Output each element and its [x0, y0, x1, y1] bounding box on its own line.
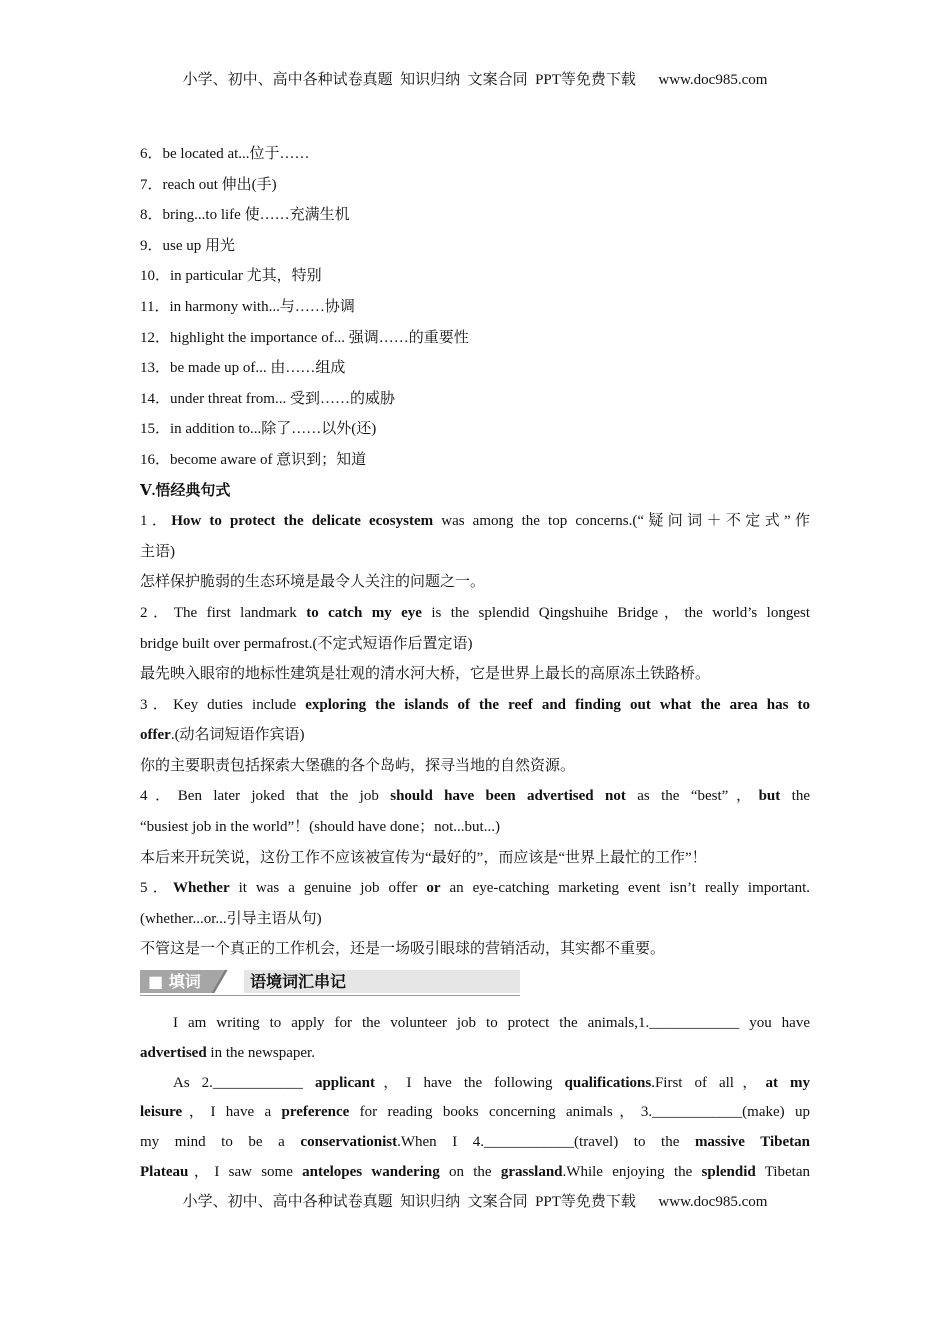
sentence-4-translation: 本后来开玩笑说，这份工作不应该被宣传为“最好的”，而应该是“世界上最忙的工作”！ [140, 849, 707, 866]
phrase-item: 7．reach out 伸出(手) [140, 176, 277, 193]
sentence-1-cont: 主语) [140, 543, 175, 560]
passage [140, 1010, 810, 1189]
banner-rule [140, 995, 520, 996]
phrase-item: 13．be made up of... 由……组成 [140, 360, 346, 377]
phrase-item: 12．highlight the importance of... 强调……的重要性 [140, 329, 469, 346]
passage-line: As 2.____________ applicant，I have the following qualifications.First of all，at my [173, 1074, 811, 1091]
section-title: Ⅴ.悟经典句式 [140, 482, 231, 499]
sentence-2-cont: bridge built over permafrost.(不定式短语作后置定语) [140, 635, 473, 652]
phrase-item: 15．in addition to...除了……以外(还) [140, 421, 377, 438]
passage-line: leisure，I have a preference for reading books concerning animals，3.____________(make) up [140, 1104, 810, 1121]
phrase-item: 9．use up 用光 [140, 237, 235, 254]
passage-line: Plateau，I saw some antelopes wandering on the grassland.While enjoying the splendid Tibetan [140, 1163, 811, 1180]
section-banner [140, 966, 520, 996]
sentence-5-cont: (whether...or...引导主语从句) [140, 910, 322, 927]
phrase-item: 16．become aware of 意识到；知道 [140, 451, 367, 468]
phrase-item: 6．be located at...位于…… [140, 146, 310, 162]
sentence-2: 2．The first landmark to catch my eye is the splendid Qingshuihe Bridge，the world’s longest [140, 604, 810, 621]
banner-title: 语境词汇串记 [244, 970, 520, 993]
sentence-1-translation: 怎样保护脆弱的生态环境是最令人关注的问题之一。 [140, 574, 486, 591]
page-footer: 小学、初中、高中各种试卷真题 知识归纳 文案合同 PPT等免费下载 www.doc985.com [182, 1194, 768, 1210]
sentence-1: 1．How to protect the delicate ecosystem was among the top concerns.(“疑问词＋不定式”作 [140, 513, 810, 530]
phrase-item: 14．under threat from... 受到……的威胁 [140, 390, 395, 407]
sentence-3-translation: 你的主要职责包括探索大堡礁的各个岛屿，探寻当地的自然资源。 [140, 757, 576, 774]
sentence-4: 4．Ben later joked that the job should have been advertised not as the “best”，but the [140, 788, 810, 805]
phrase-item: 11．in harmony with...与……协调 [140, 298, 355, 315]
passage-line: my mind to be a conservationist.When I 4.____________(travel) to the massive Tibetan [140, 1134, 810, 1151]
sentence-3: 3．Key duties include exploring the islands of the reef and finding out what the area has to [140, 696, 810, 713]
sentence-3-cont: offer.(动名词短语作宾语) [140, 727, 305, 744]
sentence-2-translation: 最先映入眼帘的地标性建筑是壮观的清水河大桥，它是世界上最长的高原冻土铁路桥。 [140, 666, 711, 683]
sentence-4-cont: “busiest job in the world”！(should have done；not...but...) [140, 819, 500, 836]
phrase-item: 10．in particular 尤其，特别 [140, 268, 322, 285]
phrase-item: 8．bring...to life 使……充满生机 [140, 207, 350, 224]
banner-tag: ■ 填词 [140, 970, 226, 993]
sentence-5: 5．Whether it was a genuine job offer or an eye-catching marketing event isn’t really important. [140, 880, 811, 897]
sentence-5-translation: 不管这是一个真正的工作机会，还是一场吸引眼球的营销活动，其实都不重要。 [140, 941, 666, 958]
main-content [140, 141, 810, 967]
passage-line: advertised in the newspaper. [140, 1044, 315, 1061]
page-header: 小学、初中、高中各种试卷真题 知识归纳 文案合同 PPT等免费下载 www.doc985.com [182, 72, 768, 88]
passage-line: I am writing to apply for the volunteer job to protect the animals,1.____________ you have [173, 1015, 810, 1031]
